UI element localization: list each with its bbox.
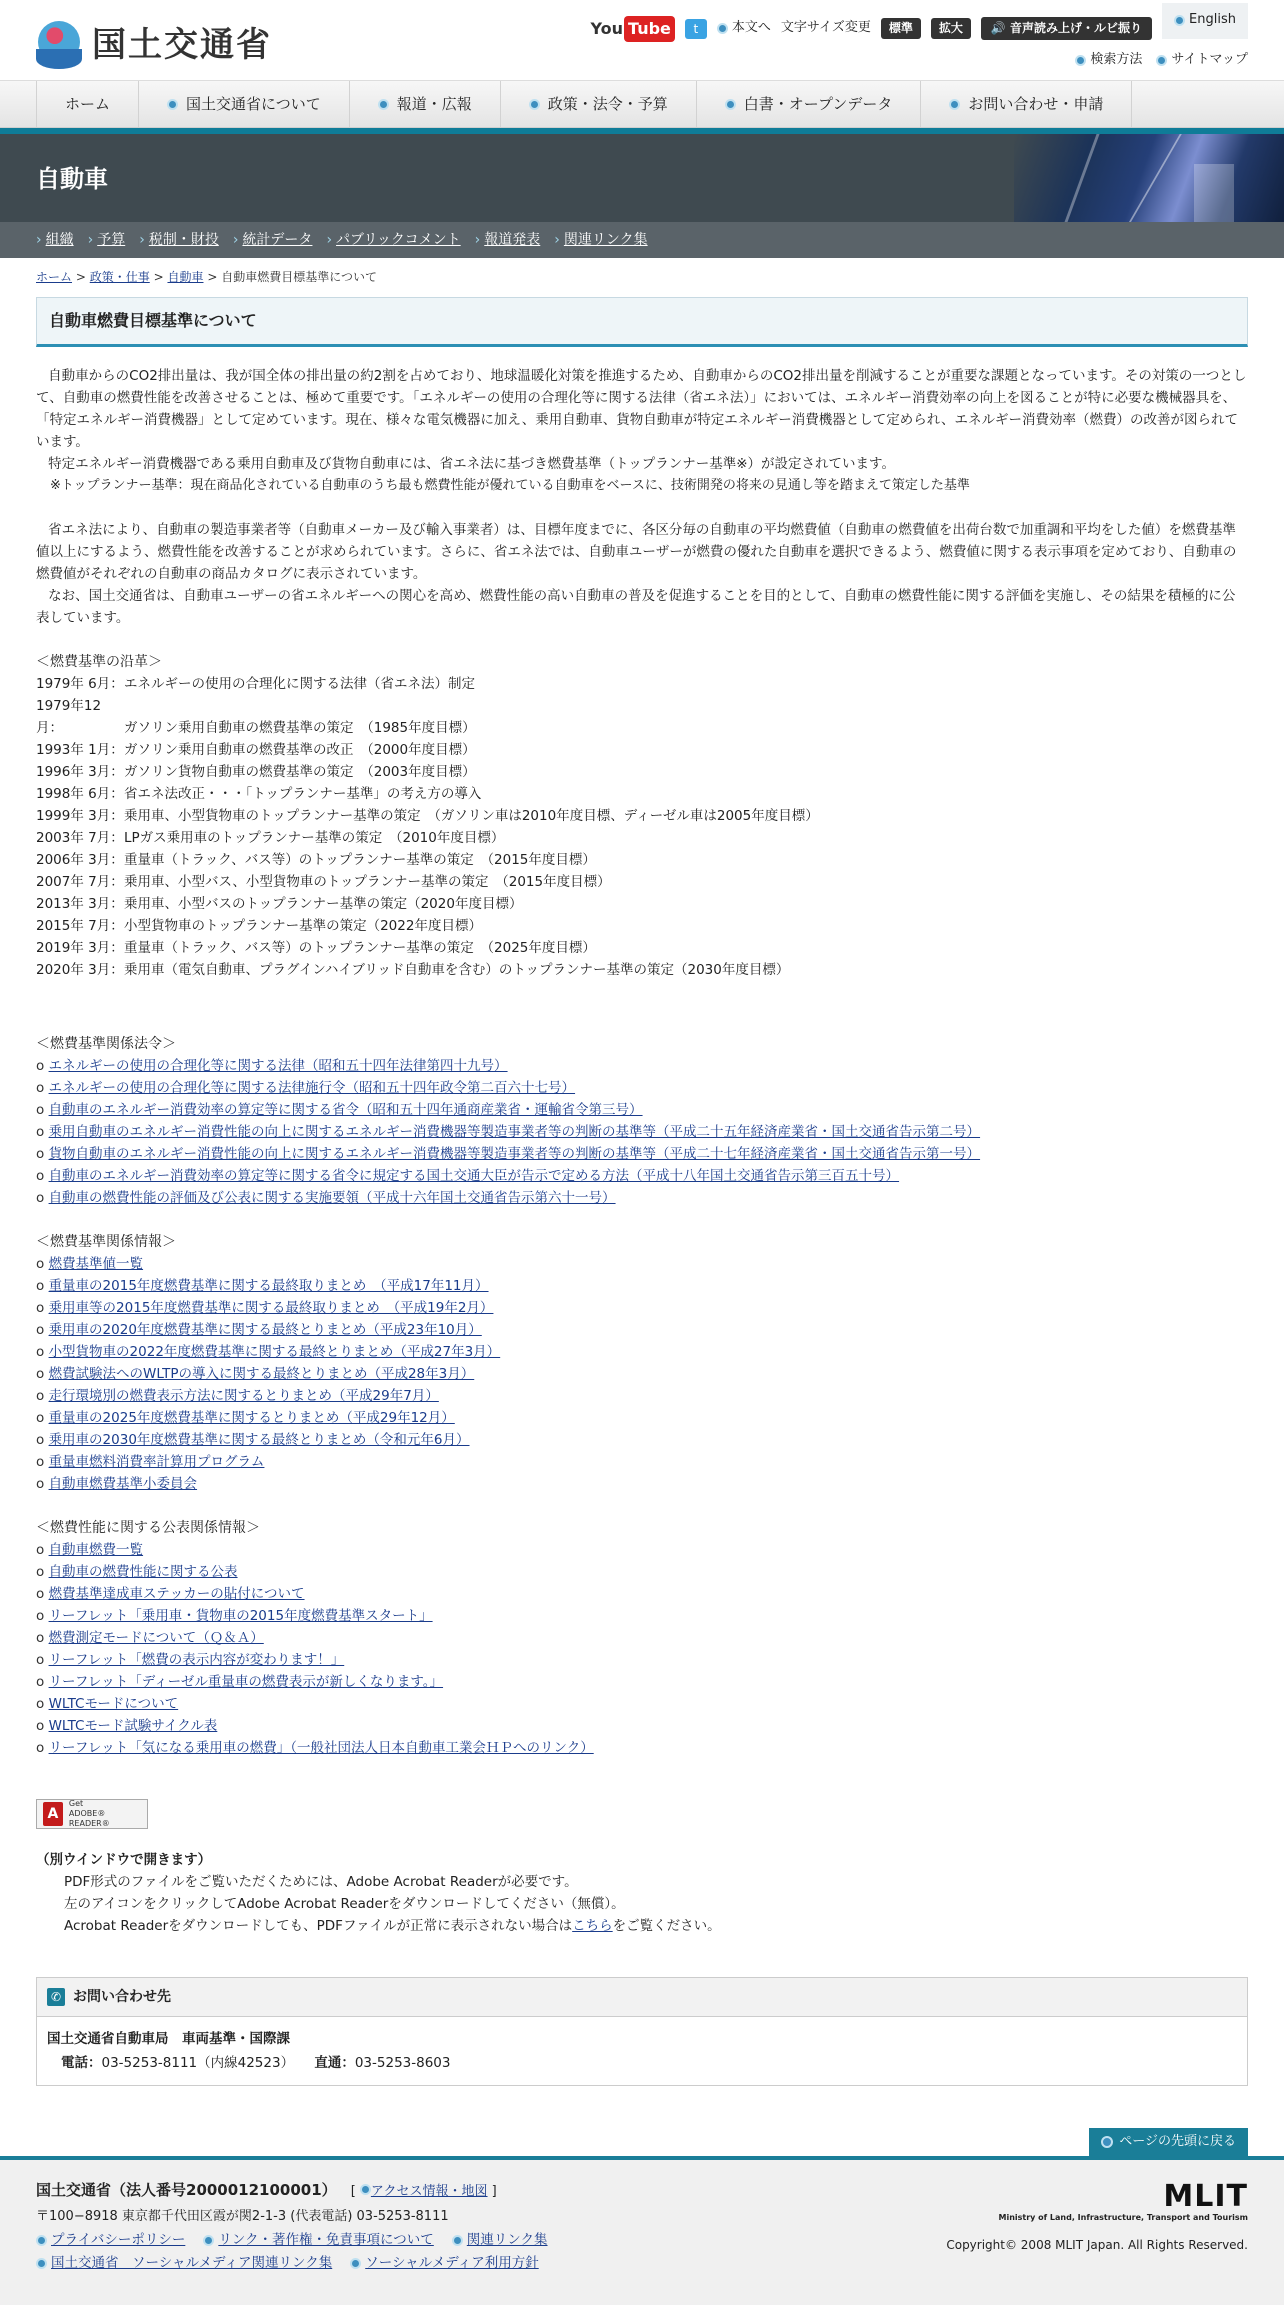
standard-paragraph: 特定エネルギー消費機器である乗用自動車及び貨物自動車には、省エネ法に基づき燃費基準（トップランナー基準※）が設定されています。 [48,455,895,472]
bullet-icon [725,99,736,110]
energy-law-paragraph: 省エネ法により、自動車の製造事業者等（自動車メーカー及び輸入事業者）は、目標年度までに、各区分毎の自動車の平均燃費値（自動車の燃費値を出荷台数で加重調和平均をした値）を燃費基準値以上にするよう、燃費性能を改善することが求められています。さらに、省エネ法では、自動車ユーザーが燃費の優れた自動車を選択できるよう、燃費値に関する表示事項を定めており、自動車の燃費値がそれぞれの自動車の商品カタログに表示されています。 [36,521,1237,582]
info-link[interactable]: 燃費基準値一覧 [48,1255,144,1272]
publish-heading: ＜燃費性能に関する公表関係情報＞ [36,1519,260,1536]
history-item: 2020年 3月：乗用車（電気自動車、プラグインハイブリッド自動車を含む）のトップランナー基準の策定（2030年度目標） [36,961,790,978]
publish-link[interactable]: リーフレット「燃費の表示内容が変わります！」 [48,1651,345,1668]
breadcrumb-car[interactable]: 自動車 [167,270,204,284]
copyright-text: Copyright© 2008 MLIT Japan. All Rights Reserved. [946,2238,1248,2252]
adobe-reader-button[interactable]: A Get ADOBE® READER® [36,1799,148,1829]
history-item: 2007年 7月：乗用車、小型バス、小型貨物車のトップランナー基準の策定 （2015年度目標） [36,873,611,890]
utility-bar [590,12,1248,42]
global-nav [0,80,1284,128]
breadcrumb-current: 自動車燃費目標基準について [221,270,377,284]
breadcrumb: ホーム > 政策・仕事 > 自動車 > 自動車燃費目標基準について [36,270,377,284]
bullet-icon [1156,55,1167,66]
main-content [0,297,1284,2086]
publish-link[interactable]: 燃費基準達成車ステッカーの貼付について [48,1585,305,1602]
breadcrumb-home[interactable]: ホーム [36,270,73,284]
history-item: 2003年 7月：LPガス乗用車のトップランナー基準の策定 （2010年度目標） [36,829,505,846]
law-link[interactable]: エネルギーの使用の合理化等に関する法律施行令（昭和五十四年政令第二百六十七号） [48,1079,576,1096]
utility-links [1075,50,1248,71]
publish-link[interactable]: リーフレット「乗用車・貨物車の2015年度燃費基準スタート」 [48,1607,433,1624]
bullet-icon [203,2235,214,2246]
back-to-top-button[interactable]: ページの先頭に戻る [1089,2128,1248,2157]
bullet-icon [529,99,540,110]
related-links-link[interactable]: 関連リンク集 [452,2230,548,2252]
info-link[interactable]: 乗用車の2030年度燃費基準に関する最終とりまとめ（令和元年6月） [48,1431,470,1448]
gnav-press[interactable]: 報道・広報 [350,81,501,127]
publish-link[interactable]: 燃費測定モードについて（Ｑ＆Ａ） [48,1629,264,1646]
bullet-icon [36,2235,47,2246]
font-size-label: 文字サイズ変更 [780,20,871,36]
publish-link[interactable]: WLTCモード試験サイクル表 [48,1717,218,1734]
mlit-logo-icon [36,19,82,71]
info-link[interactable]: 自動車燃費基準小委員会 [48,1475,198,1492]
gnav-about[interactable]: 国土交通省について [139,81,350,127]
intro-paragraph: 自動車からのCO2排出量は、我が国全体の排出量の約2割を占めており、地球温暖化対策を推進するため、自動車からのCO2排出量を削減することが重要な課題となっています。その対策の一つとして、自動車の燃費性能を改善させることは、極めて重要です。「エネルギーの使用の合理化等に関する法律（省エネ法）」においては、エネルギー消費効率の向上を図ることが特に必要な機械器具を、「特定エネルギー消費機器」として定めています。現在、様々な電気機器に加え、乗用自動車、貨物自動車が特定エネルギー消費機器として定められ、エネルギー消費効率（燃費）の改善が図られています。 [36,367,1247,450]
copyright-link[interactable]: リンク・著作権・免責事項について [203,2230,433,2252]
subnav-tax[interactable]: 税制・財投 [148,231,219,248]
page-title: 自動車燃費目標基準について [36,297,1248,347]
info-link[interactable]: 燃費試験法へのWLTPの導入に関する最終とりまとめ（平成28年3月） [48,1365,475,1382]
info-link[interactable]: 乗用車等の2015年度燃費基準に関する最終取りまとめ （平成19年2月） [48,1299,494,1316]
history-item: 2019年 3月：重量車（トラック、バス等）のトップランナー基準の策定 （2025年度目標） [36,939,596,956]
history-item: 1998年 6月：省エネ法改正・・・「トップランナー基準」の考え方の導入 [36,785,482,802]
history-item: 1979年12月： ガソリン乗用自動車の燃費基準の策定 （1985年度目標） [36,697,476,736]
bullet-icon [717,23,728,34]
subnav-statistics[interactable]: 統計データ [242,231,313,248]
gnav-contact[interactable]: お問い合わせ・申請 [921,81,1132,127]
access-map-link[interactable]: アクセス情報・地図 [360,2184,488,2199]
bullet-icon [949,99,960,110]
toprunner-note: ※トップランナー基準：現在商品化されている自動車のうち最も燃費性能が優れている自動車をベースに、技術開発の将来の見通し等を踏まえて策定した基準 [50,477,970,493]
search-method-link[interactable]: 検索方法 [1075,50,1142,71]
skip-to-content-link[interactable]: 本文へ [717,18,771,39]
bullet-icon [1174,15,1185,26]
history-item: 1993年 1月：ガソリン乗用自動車の燃費基準の改正 （2000年度目標） [36,741,476,758]
font-large-button[interactable]: 拡大 [931,18,971,39]
phone-icon: ✆ [47,1988,65,2006]
publish-link[interactable]: 自動車燃費一覧 [48,1541,144,1558]
history-item: 2006年 3月：重量車（トラック、バス等）のトップランナー基準の策定 （2015年度目標） [36,851,596,868]
history-item: 2015年 7月：小型貨物車のトップランナー基準の策定（2022年度目標） [36,917,482,934]
footer-org-name: 国土交通省（法人番号2000012100001） [36,2181,337,2199]
site-logo[interactable] [36,18,272,72]
info-link[interactable]: 重量車の2015年度燃費基準に関する最終取りまとめ （平成17年11月） [48,1277,489,1294]
history-item: 1999年 3月：乗用車、小型貨物車のトップランナー基準の策定 （ガソリン車は2010年度目標、ディーゼル車は2005年度目標） [36,807,819,824]
bullet-icon [36,2258,47,2269]
bullet-icon [360,2184,371,2195]
site-footer: 国土交通省（法人番号2000012100001） [ アクセス情報・地図 ] 〒100−8918 東京都千代田区霞が関2-1-3 (代表電話) 03-5253-8111 プライバシーポリシー リンク・著作権・免責事項について 関連リンク集 国土交通省 ソーシャルメディア関連リンク集 ソーシャルメディア利用方針 MLIT Ministry of Land, Infrastructure, Transport and Tourism Copyright© 2008 MLIT Japan. All Rights Reserved. [0,2156,1284,2305]
mlit-logo: MLIT Ministry of Land, Infrastructure, Transport and Tourism [998,2179,1248,2222]
laws-list [36,1055,1248,1209]
logo-text: 国土交通省 [92,25,272,65]
history-list [36,673,1248,981]
info-link[interactable]: 重量車燃料消費率計算用プログラム [48,1453,265,1470]
info-link[interactable]: 乗用車の2020年度燃費基準に関する最終とりまとめ（平成23年10月） [48,1321,482,1338]
bullet-icon [452,2235,463,2246]
law-link[interactable]: 自動車のエネルギー消費効率の算定等に関する省令に規定する国土交通大臣が告示で定める方法（平成十八年国土交通省告示第三百五十号） [48,1167,900,1184]
history-item: 2013年 3月：乗用車、小型バスのトップランナー基準の策定（2020年度目標） [36,895,523,912]
evaluation-paragraph: なお、国土交通省は、自動車ユーザーの省エネルギーへの関心を高め、燃費性能の高い自動車の普及を促進することを目的として、自動車の燃費性能に関する評価を実施し、その結果を積極的に公表しています。 [36,587,1236,626]
bullet-icon [350,2258,361,2269]
font-standard-button[interactable]: 標準 [881,18,921,39]
history-item: 1996年 3月：ガソリン貨物自動車の燃費基準の策定 （2003年度目標） [36,763,476,780]
social-media-links-link[interactable]: 国土交通省 ソーシャルメディア関連リンク集 [36,2253,332,2275]
publish-link[interactable]: リーフレット「ディーゼル重量車の燃費表示が新しくなります。」 [48,1673,444,1690]
contact-org: 国土交通省自動車局 車両基準・国際課 [47,2031,290,2048]
history-item: 1979年 6月：エネルギーの使用の合理化に関する法律（省エネ法）制定 [36,675,475,692]
law-link[interactable]: 貨物自動車のエネルギー消費性能の向上に関するエネルギー消費機器等製造事業者等の判断の基準等（平成二十七年経済産業省・国土交通省告示第一号） [48,1145,981,1162]
contact-heading: お問い合わせ先 [73,1988,171,2005]
gnav-home[interactable]: ホーム [36,81,139,127]
gnav-policy[interactable]: 政策・法令・予算 [501,81,697,127]
publish-list [36,1539,1248,1759]
law-link[interactable]: 自動車のエネルギー消費効率の算定等に関する省令（昭和五十四年通商産業省・運輸省令第三号） [48,1101,643,1118]
info-list [36,1253,1248,1495]
contact-phone: 電話：03-5253-8111（内線42523） 直通：03-5253-8603 [61,2055,451,2072]
section-subnav: › 組織 › 予算 › 税制・財投 › 統計データ › パブリックコメント › 報道発表 › 関連リンク集 [0,222,1284,258]
voice-ruby-button[interactable]: 🔊 音声読み上げ・ルビ振り [981,17,1152,40]
publish-link[interactable]: WLTCモードについて [48,1695,179,1712]
gnav-whitepaper[interactable]: 白書・オープンデータ [697,81,922,127]
footer-address: 〒100−8918 東京都千代田区霞が関2-1-3 (代表電話) 03-5253-8111 [36,2208,449,2224]
youtube-icon[interactable]: You Tube [591,16,675,42]
law-link[interactable]: 自動車の燃費性能の評価及び公表に関する実施要領（平成十六年国土交通省告示第六十一号） [48,1189,616,1206]
pdf-help-link[interactable]: こちら [572,1917,613,1934]
sitemap-link[interactable]: サイトマップ [1156,50,1248,71]
publish-link[interactable]: リーフレット「気になる乗用車の燃費」（一般社団法人日本自動車工業会ＨＰへのリンク） [48,1739,594,1756]
info-link[interactable]: 重量車の2025年度燃費基準に関するとりまとめ（平成29年12月） [48,1409,455,1426]
law-link[interactable]: 乗用自動車のエネルギー消費性能の向上に関するエネルギー消費機器等製造事業者等の判断の基準等（平成二十五年経済産業省・国土交通省告示第二号） [48,1123,981,1140]
english-link[interactable]: English [1162,3,1248,39]
twitter-icon[interactable]: t [685,19,707,39]
pdf-note: （別ウインドウで開きます） PDF形式のファイルをご覧いただくためには、Adobe Acrobat Readerが必要です。 左のアイコンをクリックしてAdobe Acrobat Readerをダウンロードしてください（無償）。 Acrobat Readerをダウンロードしても、PDFファイルが正常に表示されない場合はこちらをご覧ください。 [36,1851,721,1934]
pdf-icon: A [43,1802,63,1826]
subnav-public-comment[interactable]: パブリックコメント [336,231,461,248]
subnav-organization[interactable]: 組織 [45,231,74,248]
info-link[interactable]: 小型貨物車の2022年度燃費基準に関する最終とりまとめ（平成27年3月） [48,1343,501,1360]
history-heading: ＜燃費基準の沿革＞ [36,653,162,670]
law-link[interactable]: エネルギーの使用の合理化等に関する法律（昭和五十四年法律第四十九号） [48,1057,508,1074]
contact-box [36,1977,1248,2086]
site-header [0,0,1284,80]
subnav-links[interactable]: 関連リンク集 [563,231,648,248]
subnav-budget[interactable]: 予算 [97,231,126,248]
arrow-up-icon [1101,2136,1113,2148]
bullet-icon [167,99,178,110]
bullet-icon [1075,55,1086,66]
publish-link[interactable]: 自動車の燃費性能に関する公表 [48,1563,238,1580]
social-media-policy-link[interactable]: ソーシャルメディア利用方針 [350,2253,538,2275]
privacy-policy-link[interactable]: プライバシーポリシー [36,2230,185,2252]
laws-heading: ＜燃費基準関係法令＞ [36,1035,176,1052]
breadcrumb-policy[interactable]: 政策・仕事 [89,270,150,284]
info-link[interactable]: 走行環境別の燃費表示方法に関するとりまとめ（平成29年7月） [48,1387,439,1404]
bullet-icon [378,99,389,110]
section-title: 自動車 [36,165,108,193]
info-heading: ＜燃費基準関係情報＞ [36,1233,176,1250]
section-banner [0,128,1284,258]
subnav-press-release[interactable]: 報道発表 [484,231,541,248]
